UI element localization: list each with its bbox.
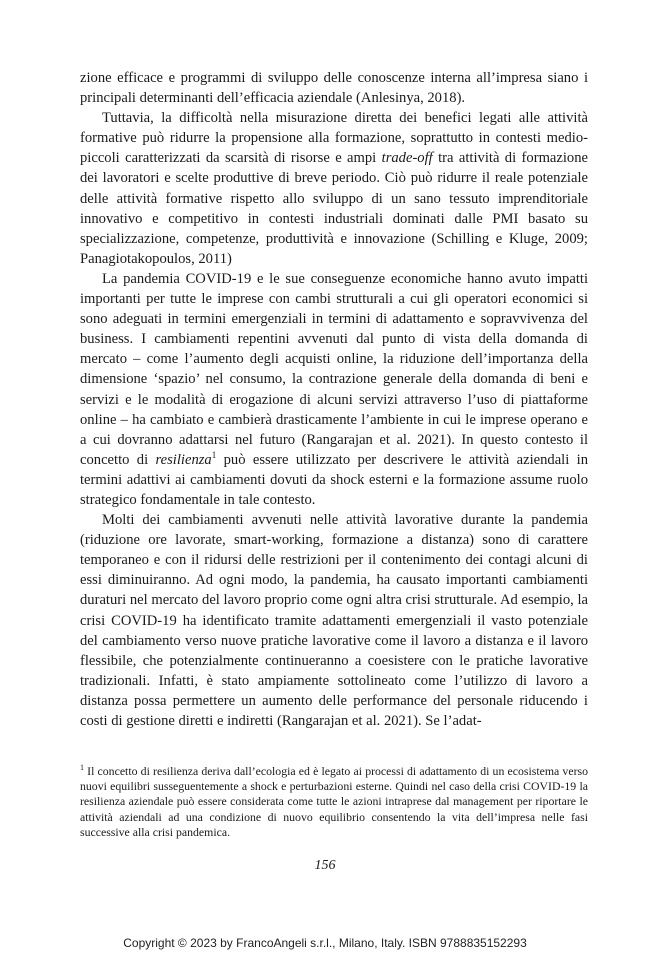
footnote-ref[interactable]: 1 bbox=[211, 449, 217, 460]
paragraph-4: Molti dei cambiamenti avvenuti nelle attività lavorative durante la pandemia (riduzione ore lavorate, smart-working, formazione a distanza) sono di carattere temporaneo e con il ridursi delle restrizioni per il contenimento dei contagi alcuni di essi diminuiranno. Ad ogni modo, la pandemia, ha causato importanti cambiamenti duraturi nel mercato del lavoro proprio come ogni altra crisi strutturale. Ad esempio, la crisi COVID-19 ha identificato tramite adattamenti emergenziali il vasto potenziale del cambiamento verso nuove pratiche lavorative come il lavoro a distanza e il lavoro flessibile, che potenzialmente continueranno a coesistere con le pratiche lavorative tradizionali. Infatti, è stato ampiamente sottolineato come l’utilizzo di lavoro a distanza possa permettere un aumento delle performance del personale riducendo i costi di gestione diretti e indiretti (Rangarajan et al. 2021). Se l’adat- bbox=[80, 512, 588, 729]
footnote-marker: 1 bbox=[80, 763, 84, 773]
paragraph-2-italic: trade-off bbox=[381, 150, 433, 167]
footnote bbox=[80, 764, 588, 840]
page-number: 156 bbox=[314, 858, 336, 873]
footnote-text: Il concetto di resilienza deriva dall’ecologia ed è legato ai processi di adattamento di un ecosistema verso nuovi equilibri susseguentemente a shock e perturbazioni esterne. Quindi nel caso della crisi COVID-19 la resilienza aziendale può essere considerata come tutte le azioni intraprese dal management per riportare le attività aziendali ad una condizione di nuovo equilibrio consentendo la vita dell’impresa nelle fasi successive alla crisi pandemica. bbox=[80, 764, 588, 839]
paragraph-1: zione efficace e programmi di sviluppo delle conoscenze interna all’impresa siano i principali determinanti dell’efficacia aziendale (Anlesinya, 2018). bbox=[80, 70, 588, 107]
paragraph-2 bbox=[80, 108, 588, 269]
paragraph-3-text-a: La pandemia COVID-19 e le sue conseguenze economiche hanno avuto impatti importanti per tutte le imprese con cambi strutturali a cui gli operatori economici si sono adeguati in termini emergenziali in termini di adattamento e sopravvivenza del business. I cambiamenti repentini avvenuti dal punto di vista della domanda di mercato – come l’aumento degli acquisti online, la riduzione dell’importanza della dimensione ‘spazio’ nel consumo, la contrazione generale della domanda di beni e servizi e le modalità di erogazione di alcuni servizi attraverso l’uso di piattaforme online – ha cambiato e cambierà drasticamente l’ambiente in cui le imprese operano e a cui dovranno adattarsi nel futuro (Rangarajan et al. 2021). In questo contesto il concetto di bbox=[80, 270, 588, 468]
main-text bbox=[80, 68, 588, 731]
paragraph-3 bbox=[80, 269, 588, 510]
paragraph-3-italic: resilienza bbox=[155, 451, 212, 468]
paragraph-2-text-a: Tuttavia, la difficoltà nella misurazione diretta dei benefici legati alle attività formative può ridurre la propensione alla formazione, soprattutto in contesti medio-piccoli caratterizzati da scarsità di risorse e ampi bbox=[80, 110, 588, 167]
paragraph-2-text-b: tra attività di formazione dei lavoratori e scelte produttive di breve periodo. Ciò può ridurre il reale potenziale delle attività formative rispetto allo sviluppo di un sano tessuto imprenditoriale innovativo e competitivo in contesti industriali dominati dalle PMI basato su specializzazione, competenze, produttività e innovazione (Schilling e Kluge, 2009; Panagiotakopoulos, 2011) bbox=[80, 150, 589, 267]
paragraph-3-text-b: può essere utilizzato per descrivere le attività aziendali in termini adattivi ai cambiamenti dovuti da shock esterni e la formazione assume ruolo strategico fondamentale in tale contesto. bbox=[80, 451, 588, 508]
copyright-notice: Copyright © 2023 by FrancoAngeli s.r.l., Milano, Italy. ISBN 9788835152293 bbox=[123, 936, 527, 950]
